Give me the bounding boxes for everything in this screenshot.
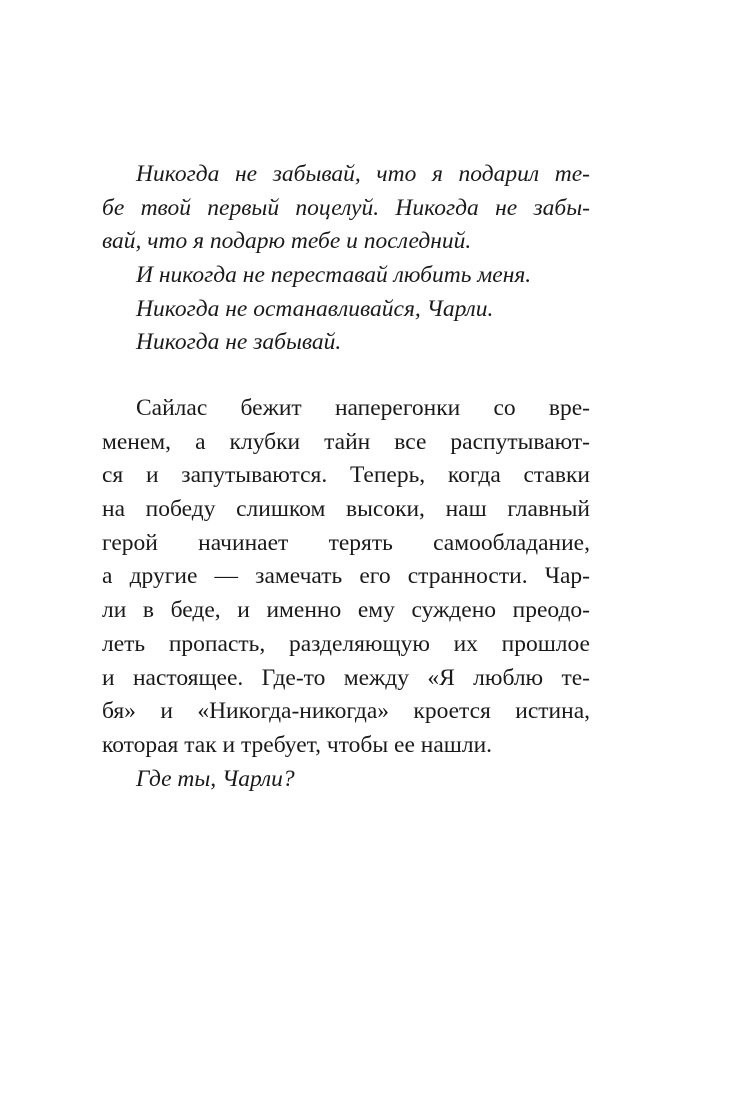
body-line: и настоящее. Где-то между «Я люблю те- <box>102 664 590 691</box>
body-line: ся и запутываются. Теперь, когда ставки <box>102 462 590 489</box>
intro-line: бе твой первый поцелуй. Никогда не забы- <box>102 194 590 221</box>
body-line: ли в беде, и именно ему суждено преодо- <box>102 597 590 624</box>
body-line: бя» и «Никогда-никогда» кроется истина, <box>102 698 590 725</box>
intro-line: Никогда не забывай, что я подарил те- <box>136 161 590 187</box>
blurb-paragraph <box>102 392 590 796</box>
body-line: леть пропасть, разделяющую их прошлое <box>102 630 590 657</box>
body-line: Сайлас бежит наперегонки со вре- <box>136 395 590 421</box>
intro-line: Никогда не останавливайся, Чарли. <box>136 295 494 322</box>
intro-line: И никогда не переставай любить меня. <box>136 262 532 289</box>
intro-line: Никогда не забывай. <box>136 329 342 356</box>
body-line: на победу слишком высоки, наш главный <box>102 496 590 523</box>
closing-question: Где ты, Чарли? <box>136 765 295 792</box>
body-line: которая так и требует, чтобы ее нашли. <box>102 731 493 758</box>
intro-italic-passage <box>102 158 590 360</box>
intro-line: вай, что я подарю тебе и последний. <box>102 228 472 255</box>
body-line: а другие — замечать его странности. Чар- <box>102 563 590 590</box>
body-line: менем, а клубки тайн все распутывают- <box>102 428 590 455</box>
body-line: герой начинает терять самообладание, <box>102 529 590 556</box>
